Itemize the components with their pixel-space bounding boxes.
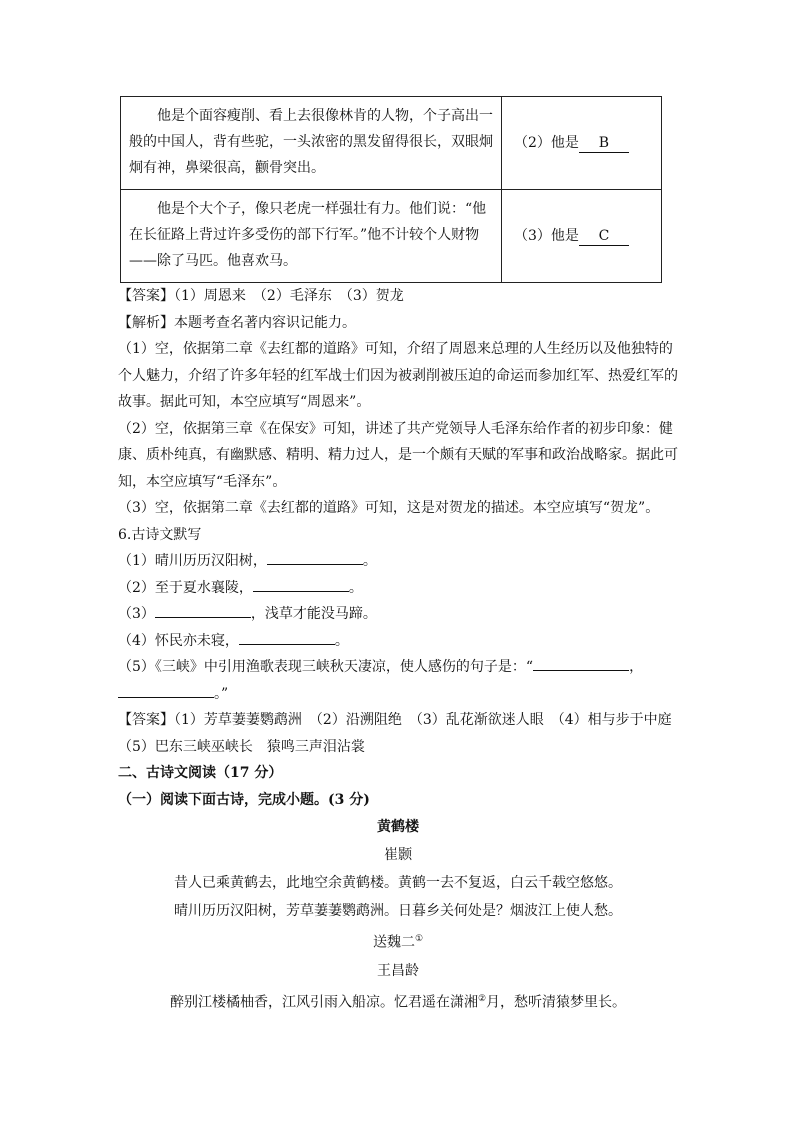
poem-1-line: 昔人已乘黄鹤去，此地空余黄鹤楼。黄鹤一去不复返，白云千载空悠悠。 (174, 875, 622, 891)
analysis-paragraph-1: （1）空，依据第二章《去红都的道路》可知，介绍了周恩来总理的人生经历以及他独特的个人魅力，介绍了许多年轻的红军战士们因为被剥削被压迫的命运而参加红军、热爱红军的故事。据此可知，本空应填写“周恩来”。 (118, 341, 678, 410)
subsection-1-title: （一）阅读下面古诗，完成小题。(3 分) (118, 791, 370, 808)
answer-cell (502, 97, 662, 190)
poem-2-title-text: 送魏二 (372, 934, 415, 951)
fill-item-text: ，浅草才能没马蹄。 (250, 606, 377, 622)
fill-item-text: 。” (214, 685, 229, 702)
table-row (121, 97, 662, 190)
fill-blank (267, 550, 363, 565)
answer-5: 【答案】（1）周恩来 （2）毛泽东 （3）贺龙 (118, 288, 404, 304)
description-cell: 他是个大个子，像只老虎一样强壮有力。他们说：“他在长征路上背过许多受伤的部下行军。”他不计较个人财物——除了马匹。他喜欢马。 (121, 190, 502, 283)
fill-item-4 (118, 628, 678, 655)
fill-item-text: 。 (348, 579, 363, 596)
fill-blank (118, 683, 214, 698)
fill-item-text: （5）《三峡》中引用渔歌表现三峡秋天凄凉，使人感伤的句子是：“ (118, 659, 534, 675)
fill-item-5-cont (118, 681, 678, 708)
fill-blank (253, 577, 349, 592)
fill-item-text: 。 (334, 632, 349, 649)
fill-item-2 (118, 575, 678, 602)
analysis-paragraph-3: （3）空，依据第二章《去红都的道路》可知，这是对贺龙的描述。本空应填写“贺龙”。 (118, 500, 660, 516)
fill-item-text: （4）怀民亦未寝， (118, 632, 239, 649)
fill-blank (239, 630, 335, 645)
table-row (121, 190, 662, 283)
document-page (118, 96, 686, 1016)
answer-blank: B (579, 134, 629, 153)
fill-item-1 (118, 548, 678, 575)
poem-2-line-text: 月，愁听清猿梦里长。 (486, 994, 627, 1011)
answer-prefix: （2）他是 (514, 135, 579, 151)
section-2-title: 二、古诗文阅读（17 分） (118, 765, 283, 781)
fill-item-text: （2）至于夏水襄陵， (118, 579, 253, 596)
footnote-marker: ② (477, 993, 487, 1004)
description-cell: 他是个面容瘦削、看上去很像林肯的人物，个子高出一般的中国人，背有些驼，一头浓密的黑发留得很长，双眼炯炯有神，鼻梁很高，颧骨突出。 (121, 97, 502, 190)
poem-2-title (118, 925, 678, 957)
analysis-intro: 【解析】本题考查名著内容识记能力。 (118, 314, 356, 331)
fill-item-text: ， (629, 659, 644, 675)
answer-prefix: （3）他是 (514, 228, 579, 244)
answer-blank: C (579, 227, 629, 246)
poem-2-line-text: 醉别江楼橘柚香，江风引雨入船凉。忆君遥在潇湘 (169, 994, 478, 1011)
fill-item-3 (118, 601, 678, 628)
fill-blank (155, 603, 251, 618)
answer-cell (502, 190, 662, 283)
fill-item-5 (118, 654, 678, 681)
poem-1-title: 黄鹤楼 (377, 819, 419, 835)
question-table (120, 96, 662, 283)
question-6-title: 6.古诗文默写 (118, 526, 202, 543)
poem-1-author: 崔颢 (384, 847, 412, 863)
poem-1-line: 晴川历历汉阳树，芳草萋萋鹦鹉洲。日暮乡关何处是？烟波江上使人愁。 (174, 903, 622, 919)
fill-blank (533, 656, 629, 671)
fill-item-text: （3） (118, 606, 155, 622)
footnote-marker: ① (414, 934, 424, 944)
answer-6: 【答案】（1）芳草萋萋鹦鹉洲 （2）沿溯阻绝 （3）乱花渐欲迷人眼 （4）相与步于中庭 （5）巴东三峡巫峡长 猿鸣三声泪沾裳 (118, 712, 686, 755)
fill-item-text: 。 (362, 553, 377, 569)
analysis-paragraph-2: （2）空，依据第三章《在保安》可知，讲述了共产党领导人毛泽东给作者的初步印象：健康、质朴纯真，有幽默感、精明、精力过人，是一个颇有天赋的军事和政治战略家。据此可知，本空应填写“毛泽东”。 (118, 420, 678, 490)
poem-2-line (118, 985, 678, 1017)
poem-2-author: 王昌龄 (377, 962, 419, 979)
fill-item-text: （1）晴川历历汉阳树， (118, 553, 267, 569)
